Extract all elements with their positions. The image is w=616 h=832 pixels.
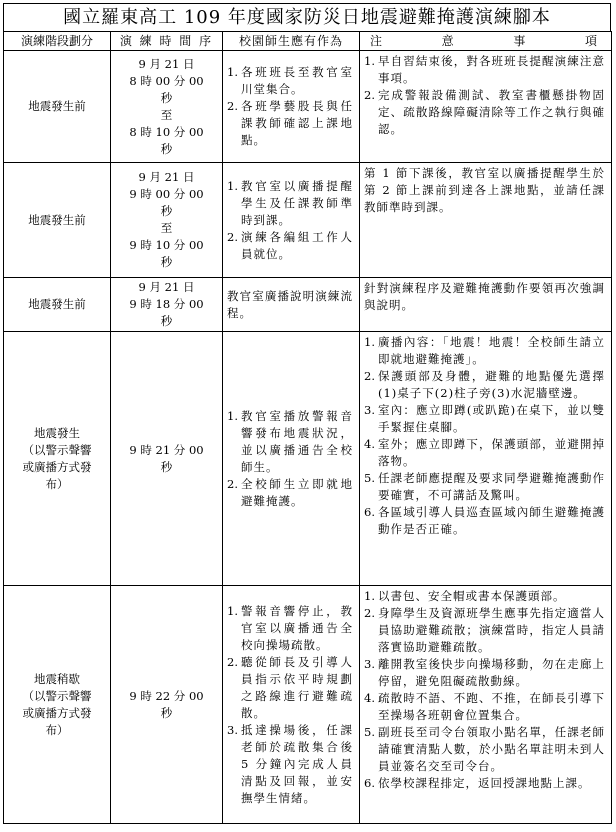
item-text: 聽從師長及引導人員指示依平時規劃之路線進行避難疏散。 xyxy=(241,654,353,720)
header-notes-char-1: 注 xyxy=(370,33,383,48)
notes-cell xyxy=(360,163,612,278)
time-line: 9 時 10 分 00 xyxy=(129,238,204,252)
item-text: 早自習結束後，對各班班長提醒演練注意事項。 xyxy=(378,54,605,85)
item-text: 室外；應立即蹲下，保護頭部，並避開掉落物。 xyxy=(378,437,605,468)
time-line: 9 月 21 日 xyxy=(138,56,195,71)
duties-cell xyxy=(223,163,360,278)
item-number: 1. xyxy=(227,65,238,79)
duties-list xyxy=(227,64,353,149)
list-item xyxy=(364,402,605,436)
notes-cell xyxy=(360,586,612,824)
item-number: 5. xyxy=(364,471,375,485)
stage-line: 布） xyxy=(45,722,69,737)
header-notes xyxy=(360,32,612,51)
list-item xyxy=(364,436,605,470)
time-line: 秒 xyxy=(160,459,173,474)
list-item xyxy=(227,476,353,510)
stage-line: 地震發生前 xyxy=(28,297,86,311)
table-row xyxy=(4,163,612,278)
item-number: 3. xyxy=(227,722,238,737)
item-text: 室內：應立即蹲(或趴跪)在桌下，並以雙手緊握住桌腳。 xyxy=(378,403,605,434)
notes-cell xyxy=(360,51,612,163)
item-text: 警報音響停止，教官室以廣播通告全校向操場疏散。 xyxy=(241,603,353,652)
notes-text: 第 1 節下課後，教官室以廣播提醒學生於第 2 節上課前到達各上課地點，並請任課教師準時到課。 xyxy=(364,166,605,214)
item-number: 3. xyxy=(364,403,375,417)
table-row xyxy=(4,332,612,586)
document-title: 國立羅東高工 109 年度國家防災日地震避難掩護演練腳本 xyxy=(3,3,611,31)
drill-script-document xyxy=(3,3,611,824)
notes-cell xyxy=(360,332,612,586)
stage-line: 或廣播方式發 xyxy=(22,459,92,474)
drill-script-table xyxy=(3,31,612,824)
duties-cell xyxy=(223,278,360,332)
item-text: 全校師生立即就地避難掩護。 xyxy=(241,476,353,508)
list-item xyxy=(227,722,353,807)
duty-text: 教官室廣播說明演練流程。 xyxy=(227,288,353,320)
list-item xyxy=(227,98,353,149)
time-line: 9 時 21 分 00 xyxy=(129,442,204,457)
stage-cell xyxy=(4,586,111,824)
time-line: 至 xyxy=(160,221,173,235)
item-text: 疏散時不語、不跑、不推，在師長引導下至操場各班朝會位置集合。 xyxy=(378,691,605,722)
time-cell xyxy=(111,51,223,163)
list-item xyxy=(364,53,605,87)
time-cell xyxy=(111,332,223,586)
item-number: 2. xyxy=(364,606,375,620)
item-number: 1. xyxy=(364,54,375,68)
time-line: 9 時 22 分 00 xyxy=(129,688,204,703)
notes-list xyxy=(364,334,605,538)
time-line: 9 月 21 日 xyxy=(138,280,195,294)
stage-line: 或廣播方式發 xyxy=(22,705,92,720)
item-text: 依學校課程排定，返回授課地點上課。 xyxy=(378,776,591,790)
item-number: 1. xyxy=(227,603,238,618)
time-line: 9 時 00 分 00 xyxy=(129,187,204,201)
stage-line: 地震稍歇 xyxy=(34,671,80,686)
table-body xyxy=(4,51,612,824)
item-text: 各班班長至教官室川堂集合。 xyxy=(241,65,353,96)
list-item xyxy=(364,87,605,138)
time-cell xyxy=(111,586,223,824)
notes-list xyxy=(364,53,605,138)
stage-line: （以警示聲響 xyxy=(22,442,92,457)
time-line: 秒 xyxy=(160,255,173,269)
item-text: 各班學藝股長與任課教師確認上課地點。 xyxy=(241,99,353,147)
item-number: 4. xyxy=(364,437,375,451)
table-row xyxy=(4,586,612,824)
time-line: 至 xyxy=(160,107,173,122)
item-number: 2. xyxy=(227,99,238,113)
item-text: 以書包、安全帽或書本保護頭部。 xyxy=(378,589,566,603)
list-item xyxy=(364,334,605,368)
stage-line: 地震發生前 xyxy=(28,99,86,113)
item-number: 5. xyxy=(364,725,375,739)
item-text: 演練各編組工作人員就位。 xyxy=(241,229,353,261)
table-row xyxy=(4,51,612,163)
list-item xyxy=(227,178,353,229)
list-item xyxy=(227,229,353,263)
item-text: 身障學生及資源班學生應事先指定適當人員協助避難疏散；演練當時，指定人員請落實協助避難疏散。 xyxy=(378,606,605,654)
list-item xyxy=(227,408,353,476)
item-number: 6. xyxy=(364,505,375,519)
item-text: 副班長至司令台領取小點名單，任課老師請確實清點人數，於小點名單註明未到人員並簽名交至司令台。 xyxy=(378,725,605,773)
notes-list xyxy=(364,588,605,792)
notes-cell xyxy=(360,278,612,332)
duties-list xyxy=(227,178,353,263)
stage-cell xyxy=(4,163,111,278)
table-header-row xyxy=(4,32,612,51)
item-number: 1. xyxy=(227,408,238,423)
list-item xyxy=(364,588,605,605)
item-text: 保護頭部及身體，避難的地點優先選擇(1)桌子下(2)柱子旁(3)水泥牆壁邊。 xyxy=(378,369,605,400)
list-item xyxy=(364,775,605,792)
time-line: 秒 xyxy=(160,204,173,218)
time-line: 秒 xyxy=(160,141,173,156)
header-notes-char-3: 事 xyxy=(513,33,526,48)
time-line: 8 時 00 分 00 xyxy=(129,73,204,88)
item-number: 3. xyxy=(364,657,375,671)
duties-cell xyxy=(223,51,360,163)
time-line: 秒 xyxy=(160,314,173,328)
item-number: 2. xyxy=(364,369,375,383)
item-number: 2. xyxy=(227,229,238,244)
item-text: 廣播內容：「地震！地震！全校師生請立即就地避難掩護」。 xyxy=(378,335,605,366)
item-text: 離開教室後快步向操場移動，勿在走廊上停留，避免阻礙疏散動線。 xyxy=(378,657,605,688)
item-text: 各區域引導人員巡查區域內師生避難掩護動作是否正確。 xyxy=(378,505,605,536)
stage-cell xyxy=(4,332,111,586)
list-item xyxy=(364,504,605,538)
time-line: 8 時 10 分 00 xyxy=(129,124,204,139)
time-cell xyxy=(111,278,223,332)
list-item xyxy=(227,603,353,654)
stage-line: （以警示聲響 xyxy=(22,688,92,703)
item-number: 6. xyxy=(364,776,375,790)
time-line: 9 時 18 分 00 xyxy=(129,297,204,311)
stage-line: 地震發生前 xyxy=(28,212,86,227)
list-item xyxy=(227,654,353,722)
stage-cell xyxy=(4,278,111,332)
header-stage: 演練階段劃分 xyxy=(4,32,111,51)
time-line: 9 月 21 日 xyxy=(138,170,195,184)
item-text: 任課老師應提醒及要求同學避難掩護動作要確實，不可講話及驚叫。 xyxy=(378,471,605,502)
item-number: 1. xyxy=(364,335,375,349)
list-item xyxy=(364,368,605,402)
list-item xyxy=(227,64,353,98)
item-text: 完成警報設備測試、教室書櫃懸掛物固定、疏散路線障礙清除等工作之執行與確認。 xyxy=(378,88,605,136)
list-item xyxy=(364,690,605,724)
item-text: 抵達操場後，任課老師於疏散集合後 5 分鐘內完成人員清點及回報，並安撫學生情緒。 xyxy=(241,722,353,805)
item-number: 4. xyxy=(364,691,375,705)
time-line: 秒 xyxy=(160,90,173,105)
time-cell xyxy=(111,163,223,278)
table-row xyxy=(4,278,612,332)
item-number: 1. xyxy=(227,178,238,193)
item-text: 教官室以廣播提醒學生及任課教師準時到課。 xyxy=(241,178,353,227)
stage-line: 地震發生 xyxy=(34,425,80,440)
header-duties: 校園師生應有作為 xyxy=(223,32,360,51)
list-item xyxy=(364,656,605,690)
list-item xyxy=(364,470,605,504)
notes-text: 針對演練程序及避難掩護動作要領再次強調與說明。 xyxy=(364,281,605,312)
duties-list xyxy=(227,603,353,807)
header-notes-char-2: 意 xyxy=(441,33,454,48)
time-line: 秒 xyxy=(160,705,173,720)
header-notes-char-4: 項 xyxy=(584,33,597,48)
stage-cell xyxy=(4,51,111,163)
header-time: 演 練 時 間 序 xyxy=(111,32,223,51)
list-item xyxy=(364,724,605,775)
duties-cell xyxy=(223,332,360,586)
item-text: 教官室播放警報音響發布地震狀況，並以廣播通告全校師生。 xyxy=(241,408,353,474)
duties-cell xyxy=(223,586,360,824)
list-item xyxy=(364,605,605,656)
item-number: 1. xyxy=(364,589,375,603)
item-number: 2. xyxy=(227,476,238,491)
stage-line: 布） xyxy=(45,476,69,491)
duties-list xyxy=(227,408,353,510)
item-number: 2. xyxy=(364,88,375,102)
item-number: 2. xyxy=(227,654,238,669)
